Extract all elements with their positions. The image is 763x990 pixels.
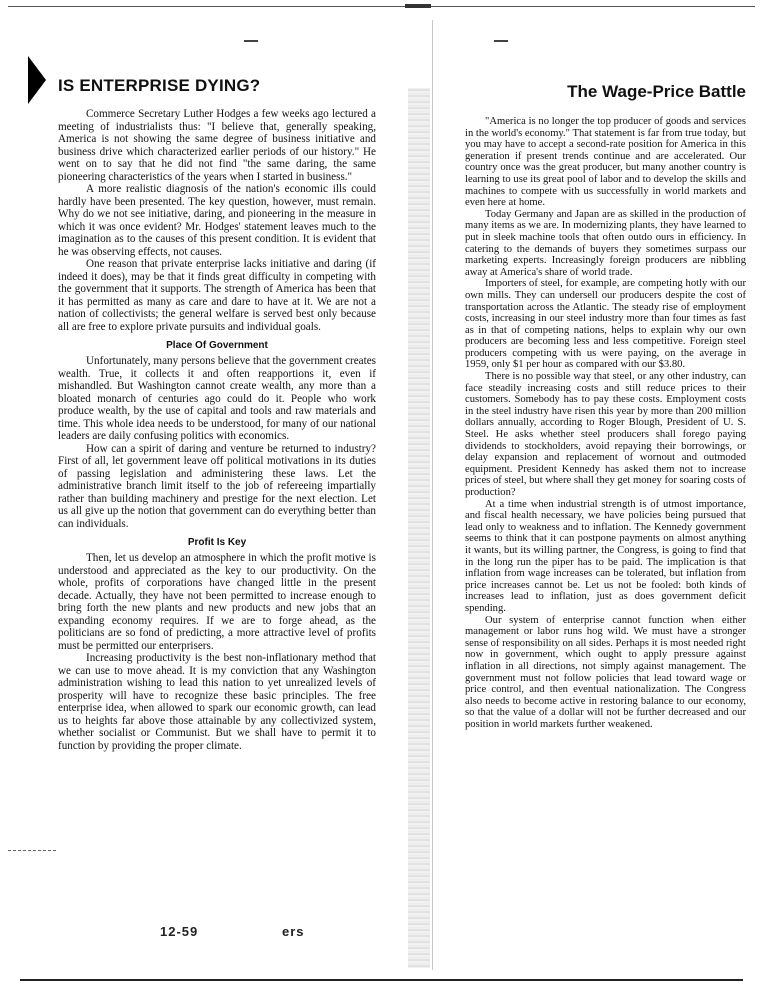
paragraph: Our system of enterprise cannot function when either management or labor runs hog wild. We must have a stronger sense of responsibility on all sides. Perhaps it is most needed right now in government, which ought to apply pressure against inflation in all directions, not simply against management. The government must not follow policies that lead toward wage or price control, and then eventual nationalization. The Congress also needs to become active in restoring balance to our economy, so that the value of a dollar will not be further decreased and our position in world markets further weakened.: [465, 614, 746, 730]
left-article: [58, 76, 376, 752]
bottom-border-rule: [20, 979, 743, 981]
binding-gutter: [408, 88, 430, 968]
top-border-mark: [405, 4, 431, 8]
gutter-divider: [432, 20, 433, 970]
subheading-place-of-government: Place Of Government: [166, 340, 268, 351]
paragraph: Increasing productivity is the best non-inflationary method that we can use to move ahead. It is my conviction that any Washington administration wishing to lead this nation to yet unrealized levels of prosperity will have to recognize these basic principles. The free enterprise idea, when allowed to spark our economic growth, can lead us to heights far above those attainable by any collectivized system, whether socialist or Communist. But we shall have to permit it to function by providing the proper climate.: [58, 652, 376, 752]
paragraph: Then, let us develop an atmosphere in which the profit motive is understood and appreciated as the key to our productivity. On the whole, profits of corporations have changed little in the present decade. Actually, they have not been permitted to increase enough to bring forth the new plants and new products and new jobs that an expanding economy requires. If we are to forge ahead, as the politicians are so fond of predicting, a more attractive level of profits must be permitted our enterprisers.: [58, 552, 376, 652]
paragraph: "America is no longer the top producer of goods and services in the world's economy." That statement is far from true today, but you may have to accept a second-rate position for America in this generation if present trends continue and are accelerated. Our country once was the great producer, but many another country is learning to use its great pool of labor and to develop the skills and machines to compete with us successfully in world markets and even here at home.: [465, 116, 746, 209]
page-stamp-text: ers: [282, 924, 305, 939]
arrow-marker-icon: [28, 56, 46, 104]
margin-dash-mark: [8, 850, 56, 852]
paragraph: Unfortunately, many persons believe that the government creates wealth. True, it collects it and often reapportions it, even if mishandled. But Washington cannot create wealth, any more than a bloated monarch of centuries ago could do it. People who work produce wealth, by the use of capital and tools and raw materials and time. This whole idea needs to be understood, for many of our national leaders are daily confusing politics with economics.: [58, 355, 376, 442]
left-article-title: IS ENTERPRISE DYING?: [58, 76, 261, 95]
paragraph: A more realistic diagnosis of the nation's economic ills could hardly have been presented. The key question, however, must remain. Why do we not see initiative, daring, and pioneering in the measure in which it was once evident? Mr. Hodges' statement leaves much to the imagination as to the causes of this present condition. It is evident that he was observing effects, not causes.: [58, 183, 376, 258]
paragraph: Importers of steel, for example, are competing hotly with our own mills. They can undersell our producers despite the cost of transportation across the Atlantic. The steady rise of employment costs, increasing in our steel industry more than four times as fast as in that of competing nations, helps to explain why our own producers are becoming less and less competitive. Foreign steel producers competing with us were paying, on the average in 1959, only $1 per hour as compared with our $3.80.: [465, 278, 746, 371]
left-column-top-mark: [244, 40, 258, 42]
top-border-rule: [8, 6, 755, 7]
paragraph: Today Germany and Japan are as skilled in the production of many items as we are. In modernizing plants, they have learned to put in sleek machine tools that often outdo ours in efficiency. In catering to the demands of buyers they sometimes surpass our marketing experts. Increasingly foreign producers are nibbling away at America's share of world trade.: [465, 208, 746, 278]
paragraph: Commerce Secretary Luther Hodges a few weeks ago lectured a meeting of industrialists thus: "I believe that, generally speaking, America is not showing the same degree of business initiative and business drive which characterized earlier periods of our history." He went on to say that he did not find "the same daring, the same pioneering characteristics of the years when I started in business.": [58, 108, 376, 183]
subheading-profit-is-key: Profit Is Key: [187, 537, 247, 548]
paragraph: There is no possible way that steel, or any other industry, can face steadily increasing costs and still reduce prices to their customers. Somebody has to pay these costs. Employment costs in the steel industry have risen this year by more than 200 million dollars annually, according to Roger Blough, President of U. S. Steel. He asks whether steel producers shall forego paying dividends to stockholders, avoid repaying their borrowings, or delay expansion and replacement of wornout and outmoded equipment. President Kennedy has asked them not to increase prices of steel, but where shall they get money for soaring costs of production?: [465, 371, 746, 498]
page-stamp-number: 12-59: [160, 924, 199, 939]
right-article-title: The Wage-Price Battle: [567, 82, 746, 101]
paragraph: At a time when industrial strength is of utmost importance, and fiscal health necessary, we have policies being pursued that lead only to weakness and to inflation. The Kennedy government seems to think that it can postpone payments on almost anything it wants, but its willing partner, the Congress, is going to find that in the long run the piper has to be paid. The implication is that inflation from wage increases can be tolerated, but inflation from price increases cannot be. Let us not be fooled: both kinds of increases lead to inflation, just as does government deficit spending.: [465, 498, 746, 614]
paragraph: How can a spirit of daring and venture be returned to industry? First of all, let government leave off political motivations in its duties of passing legislation and administering these laws. Let the administrative branch limit itself to the job of refereeing impartially rather than building machinery and prestige for the next election. Let us all give up the notion that government can do everything better than can individuals.: [58, 442, 376, 530]
paragraph: One reason that private enterprise lacks initiative and daring (if indeed it does), may be that it finds great difficulty in competing with the government that it supports. The strength of America has been that it has permitted as many as care and dare to have at it. We are not a nation of collectivists; the general welfare is served best only because all are free to explore private pursuits and individual goals.: [58, 258, 376, 333]
right-article: [465, 76, 746, 730]
right-column-top-mark: [494, 40, 508, 42]
